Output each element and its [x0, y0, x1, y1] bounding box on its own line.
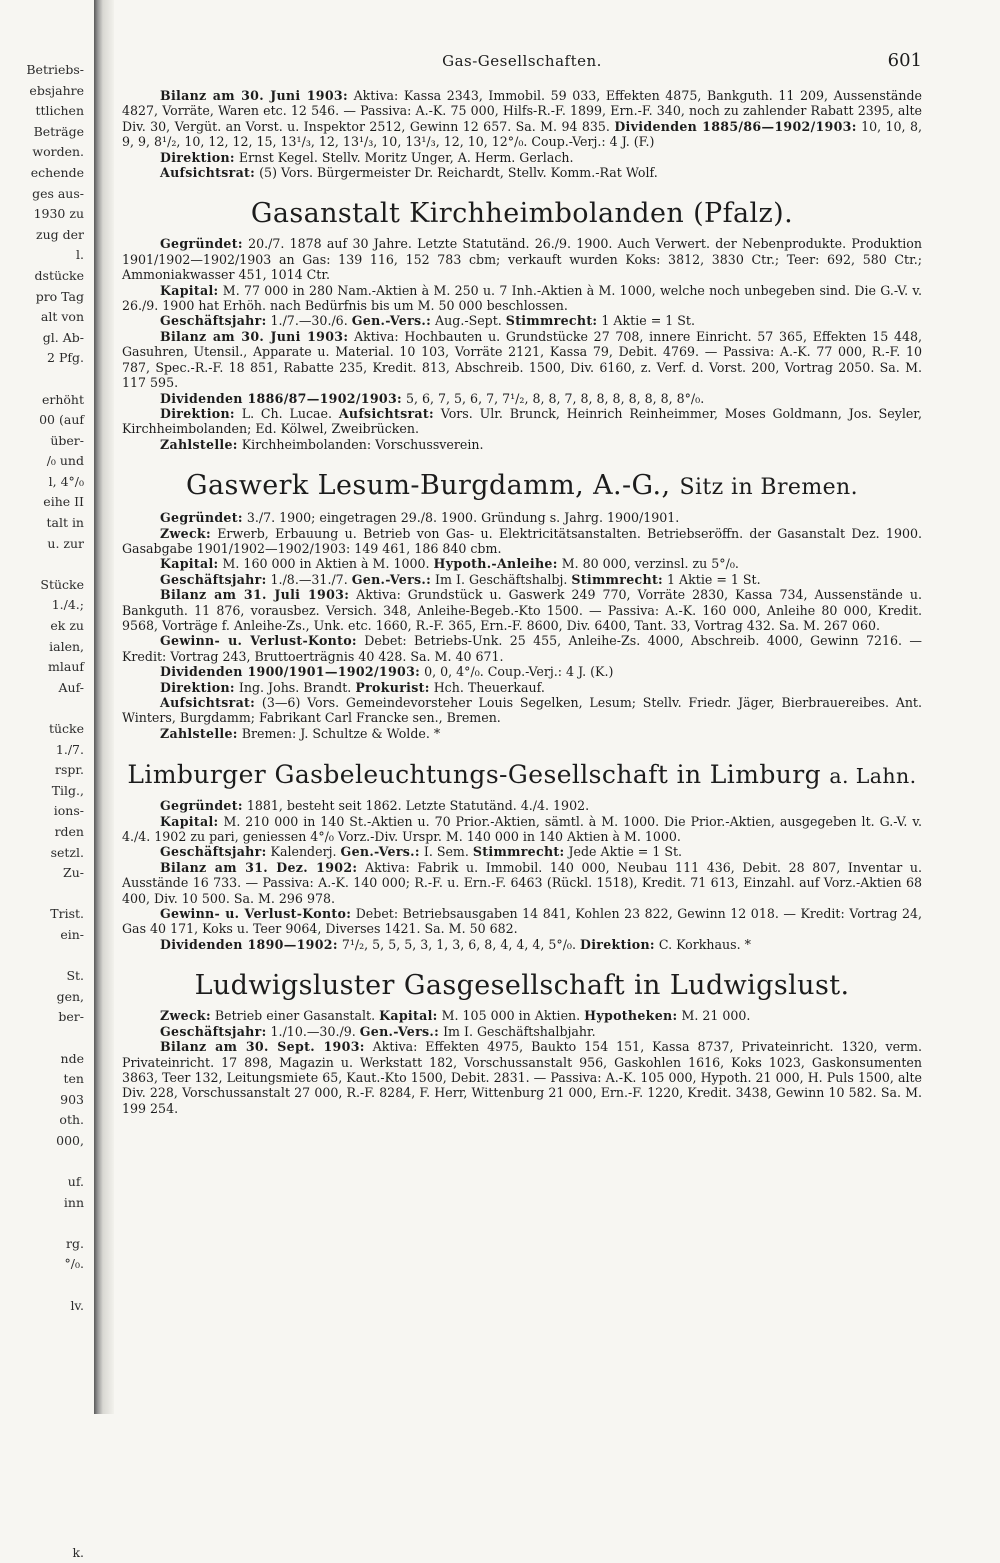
gutter-line: 1./7. — [55, 741, 84, 757]
text: Aktiva: Effekten 4975, Baukto 154 151, Kassa 8737, Privateinricht. 1320, verm. Privateinricht. 17 898, Magazin u. Werkstatt 182, Vorschussanstalt 956, Gaskohlen 1616, Koks 1023, Gaskonsumenten 3863, Teer 132, Leitungsmiete 65, Kaut.-Kto 1500, Debit. 2831. — Passiva: A.-K. 105 000, Hypoth. 21 000, H. Puls 1500, alte Div. 228, Vorschussanstalt 27 000, R.-F. 8284, F. Herr, Wittenburg 21 000, Ern.-F. 1220, Kredit. 3438, Gewinn 10 582. Sa. M. 199 254. — [122, 1039, 922, 1116]
gutter-line: worden. — [32, 144, 84, 160]
label: Hypoth.-Anleihe: — [433, 556, 558, 572]
gutter-line: oth. — [59, 1112, 84, 1128]
label: Dividenden 1885/86—1902/1903: — [614, 118, 857, 134]
gutter-line: über- — [50, 432, 84, 448]
title-main: Limburger Gasbeleuchtungs-Gesellschaft in Limburg — [127, 760, 821, 790]
c2-gegruendet — [122, 510, 922, 525]
gutter-line: echende — [30, 164, 84, 180]
gutter-line — [0, 946, 84, 967]
text: Ing. Johs. Brandt. — [238, 679, 352, 695]
text: Kalenderj. — [270, 844, 337, 860]
gutter-line: 2 Pfg. — [47, 350, 84, 366]
label: Dividenden 1890—1902: — [160, 936, 338, 952]
label: Gewinn- u. Verlust-Konto: — [160, 906, 352, 922]
c2-aufsichtsrat — [122, 695, 922, 726]
c3-kapital — [122, 814, 922, 845]
page-number: 601 — [887, 50, 922, 71]
gutter-line: Auf- — [58, 679, 84, 695]
text: M. 80 000, verzinsl. zu 5°/₀. — [561, 556, 739, 572]
gutter-line: °/₀. — [64, 1256, 84, 1272]
text: Betrieb einer Gasanstalt. — [214, 1008, 376, 1024]
gutter-line: gen, — [56, 988, 84, 1004]
label: Gegründet: — [160, 510, 243, 526]
text: (5) Vors. Bürgermeister Dr. Reichardt, Stellv. Komm.-Rat Wolf. — [259, 165, 658, 181]
gutter-line: rden — [54, 823, 84, 839]
text: Jede Aktie = 1 St. — [568, 844, 683, 860]
gutter-line: lv. — [70, 1297, 84, 1313]
text: 7¹/₂, 5, 5, 5, 3, 1, 3, 6, 8, 4, 4, 4, 5°/₀. — [341, 936, 576, 952]
label: Zahlstelle: — [160, 436, 238, 452]
gutter-line: eihe II — [43, 494, 84, 510]
c4-geschaeftsjahr — [122, 1024, 922, 1039]
gutter-line: ber- — [58, 1009, 84, 1025]
gutter-line: mlauf — [48, 659, 84, 675]
label: Stimmrecht: — [571, 571, 664, 587]
label: Aufsichtsrat: — [338, 405, 434, 421]
label: Bilanz am 30. Sept. 1903: — [160, 1039, 365, 1055]
gutter-line: setzl. — [50, 844, 84, 860]
label: Zahlstelle: — [160, 725, 238, 741]
company-title-kirchheimbolanden: Gasanstalt Kirchheimbolanden (Pfalz). — [250, 198, 794, 230]
gutter-line: Tilg., — [51, 782, 84, 798]
text: M. 105 000 in Aktien. — [441, 1008, 581, 1024]
gutter-line: nde — [60, 1050, 84, 1066]
title-main: Gaswerk Lesum-Burgdamm, A.-G., — [186, 470, 671, 502]
gutter-line: 1./4.; — [51, 597, 84, 613]
text: Aktiva: Grundstück u. Gaswerk 249 770, Vorräte 2830, Kassa 734, Aussenstände u. Bankguth. 11 876, vorausbez. Versich. 348, Anleihe-Begeb.-Kto 1500. — Passiva: A.-K. 160 000, Anleihe 80 000, Kredit. 9568, Vorträge f. Anleihe-Zs., Unk. etc. 1660, R.-F. 365, Ern.-F. 8600, Div. 6400, Tant. 33, Vortrag 432. Sa. M. 267 060. — [122, 587, 922, 633]
label: Hypotheken: — [584, 1008, 678, 1024]
label: Bilanz am 30. Juni 1903: — [160, 328, 349, 344]
text: 0, 0, 4°/₀. Coup.-Verj.: 4 J. (K.) — [424, 664, 614, 680]
gutter-line: erhöht — [41, 391, 84, 407]
title-sub: a. Lahn. — [829, 764, 917, 789]
text: 20./7. 1878 auf 30 Jahre. Letzte Statutänd. 26./9. 1900. Auch Verwert. der Nebenprodukte. Produktion 1901/1902—1902/1903 an Gas: 139 116, 152 783 cbm; verkauft wurden Koks: 3812, 3830 Ctr.; Teer: 692, 580 Ctr.; Ammoniakwasser 451, 1014 Ctr. — [122, 236, 922, 283]
gutter-line: l, 4°/₀ — [48, 473, 84, 489]
label: Bilanz am 31. Juli 1903: — [160, 587, 350, 603]
label: Bilanz am 30. Juni 1903: — [160, 88, 348, 103]
gutter-line: inn — [63, 1194, 84, 1210]
company-title-limburger — [122, 759, 922, 792]
gutter-line: ek zu — [50, 618, 84, 634]
gutter-line: St. — [66, 968, 84, 984]
c1-gegruendet — [122, 236, 922, 282]
c3-geschaeftsjahr — [122, 844, 922, 859]
gutter-line: Trist. — [50, 906, 84, 922]
gutter-line — [0, 1378, 84, 1399]
gutter-line: k. — [72, 1544, 84, 1560]
label: Gen.-Vers.: — [359, 1023, 440, 1039]
text: M. 21 000. — [681, 1008, 751, 1024]
text: 10, 10, 8, 9, 9, 8¹/₂, 10, 12, 12, 15, 13¹/₃, 12, 13¹/₃, 10, 13¹/₃, 12, 10, 12°/₀. Coup.-Verj.: 4 J. (F.) — [122, 118, 922, 150]
gutter-line — [0, 1151, 84, 1172]
text: 1881, besteht seit 1862. Letzte Statutänd. 4./4. 1902. — [246, 798, 590, 814]
text: Bremen: J. Schultze & Wolde. * — [241, 725, 441, 741]
text: 5, 6, 7, 5, 6, 7, 7¹/₂, 8, 8, 7, 8, 8, 8, 8, 8, 8, 8°/₀. — [405, 390, 705, 406]
company-title-ludwigsluster: Ludwigsluster Gasgesellschaft in Ludwigslust. — [194, 970, 850, 1002]
running-header — [122, 48, 922, 88]
label: Kapital: — [160, 813, 219, 829]
gutter-line: rspr. — [55, 762, 84, 778]
text: Erwerb, Erbauung u. Betrieb von Gas- u. Elektricitätsanstalten. Betriebseröffn. der Gasanstalt Dez. 1900. Gasabgabe 1901/1902—1902/1903: 149 461, 186 840 cbm. — [122, 525, 922, 556]
gutter-line: ein- — [60, 926, 84, 942]
text: Kirchheimbolanden: Vorschussverein. — [241, 436, 484, 452]
c2-dividenden — [122, 664, 922, 679]
gutter-line — [0, 1399, 84, 1420]
text: 1./7.—30./6. — [270, 313, 348, 329]
text: Aktiva: Fabrik u. Immobil. 140 000, Neubau 111 436, Debit. 28 807, Inventar u. Ausstände 16 733. — Passiva: A.-K. 140 000; R.-F. u. Ern.-F. 6463 (Rückl. 1518), Kredit. 71 613, Einzahl. auf Vorz.-Aktien 68 400, Div. 10 500. Sa. M. 296 978. — [122, 859, 922, 906]
c1-dividenden — [122, 391, 922, 406]
gutter-line — [0, 1440, 84, 1461]
gutter-line: uf. — [67, 1174, 84, 1190]
label: Gen.-Vers.: — [351, 571, 432, 587]
gutter-line — [0, 1275, 84, 1296]
label: Gegründet: — [160, 236, 243, 252]
gutter-line: ges aus- — [32, 185, 84, 201]
text: Aktiva: Kassa 2343, Immobil. 59 033, Effekten 4875, Bankguth. 11 209, Aussenstände 4827, Vorräte, Waren etc. 12 546. — Passiva: A.-K. 75 000, Hilfs-R.-F. 1899, Ern.-F. 340, noch zu zahlender Rabatt 2395, alte Div. 30, Vergüt. an Vorst. u. Inspektor 2512, Gewinn 12 657. Sa. M. 94 835. — [122, 88, 923, 134]
gutter-line — [0, 1028, 84, 1049]
gutter-line — [0, 1502, 84, 1523]
text: 1 Aktie = 1 St. — [667, 571, 761, 587]
gutter-line: Betriebs- — [26, 62, 84, 77]
c1-bilanz — [122, 329, 922, 391]
label: Geschäftsjahr: — [160, 313, 267, 329]
label: Kapital: — [379, 1008, 438, 1024]
label: Geschäftsjahr: — [160, 1023, 267, 1039]
label: Geschäftsjahr: — [160, 571, 267, 587]
company-title-lesum-burgdamm — [122, 470, 922, 504]
c2-kapital — [122, 556, 922, 571]
gutter-line: gl. Ab- — [42, 329, 84, 345]
text: (3—6) Vors. Gemeindevorsteher Louis Segelken, Lesum; Stellv. Friedr. Jäger, Bierbrauereibes. Ant. Winters, Burgdamm; Fabrikant Carl Francke sen., Bremen. — [122, 695, 922, 726]
gutter-line — [0, 1481, 84, 1502]
label: Geschäftsjahr: — [160, 844, 267, 860]
text: Debet: Betriebsausgaben 14 841, Kohlen 23 822, Gewinn 12 018. — Kredit: Vortrag 24, Gas 40 171, Koks u. Teer 9064, Diverses 1421. Sa. M. 50 682. — [122, 906, 922, 937]
gutter-line: dstücke — [34, 267, 84, 283]
title-sub: Sitz in Bremen. — [679, 475, 858, 501]
gutter-line: ions- — [53, 803, 84, 819]
c3-dividenden — [122, 937, 922, 952]
running-title: Gas-Gesellschaften. — [442, 52, 602, 70]
text: Vors. Ulr. Brunck, Heinrich Reinheimmer, Moses Goldmann, Jos. Seyler, Kirchheimbolanden; Ed. Kölwel, Zweibrücken. — [122, 405, 922, 437]
label: Direktion: — [160, 405, 235, 421]
gutter-line: pro Tag — [35, 288, 84, 304]
gutter-line: ttlichen — [35, 103, 84, 119]
gutter-line — [0, 698, 84, 719]
label: Gen.-Vers.: — [340, 844, 420, 860]
gutter-line: l. — [76, 247, 84, 263]
label: Direktion: — [580, 936, 655, 952]
c1-direktion — [122, 406, 922, 437]
c3-bilanz — [122, 860, 922, 906]
label: Gen.-Vers.: — [351, 313, 432, 329]
text: M. 77 000 in 280 Nam.-Aktien à M. 250 u. 7 Inh.-Aktien à M. 1000, welche noch unbegeben sind. Die G.-V. v. 26./9. 1900 hat Erhöh. nach Bedürfnis bis um M. 50 000 beschlossen. — [122, 282, 922, 314]
label: Aufsichtsrat: — [160, 695, 256, 710]
prev-direktion — [122, 150, 922, 165]
text: M. 210 000 in 140 St.-Aktien u. 70 Prior.-Aktien, sämtl. à M. 1000. Die Prior.-Aktien, ausgegeben lt. G.-V. v. 4./4. 1902 zu pari, geniessen 4°/₀ Vorz.-Div. Urspr. M. 140 000 in 140 Aktien à M. 1000. — [122, 813, 922, 845]
text: 3./7. 1900; eingetragen 29./8. 1900. Gründung s. Jahrg. 1900/1901. — [246, 510, 680, 526]
label: Zweck: — [160, 1008, 211, 1024]
gutter-line: ten — [63, 1071, 84, 1087]
c3-gegruendet — [122, 798, 922, 813]
gutter-line: 00 (auf — [39, 412, 84, 428]
c2-zahlstelle — [122, 726, 922, 741]
gutter-line — [0, 884, 84, 905]
label: Dividenden 1886/87—1902/1903: — [160, 390, 402, 406]
gutter-line: zug der — [36, 226, 84, 242]
gutter-line — [0, 1337, 84, 1358]
label: Zweck: — [160, 525, 211, 541]
gutter-line — [0, 1522, 84, 1543]
text: 1 Aktie = 1 St. — [601, 313, 695, 329]
gutter-line — [0, 1316, 84, 1337]
gutter-line: 1930 zu — [33, 206, 84, 222]
gutter-line: Stücke — [40, 576, 84, 592]
prev-bilanz — [122, 88, 922, 150]
gutter-line: alt von — [40, 309, 84, 325]
gutter-line: rg. — [66, 1235, 84, 1251]
label: Kapital: — [160, 556, 219, 572]
text: L. Ch. Lucae. — [241, 405, 332, 421]
previous-page-margin — [0, 60, 92, 1560]
c4-bilanz — [122, 1039, 922, 1116]
c1-zahlstelle — [122, 437, 922, 452]
gutter-line — [0, 1419, 84, 1440]
text: Im I. Geschäftshalbj. — [435, 571, 568, 587]
text: M. 160 000 in Aktien à M. 1000. — [222, 556, 430, 572]
c1-kapital — [122, 283, 922, 314]
gutter-line — [0, 1357, 84, 1378]
gutter-line — [0, 369, 84, 390]
c2-gewinn-verlust — [122, 633, 922, 664]
label: Direktion: — [160, 679, 235, 695]
c1-geschaeftsjahr — [122, 313, 922, 328]
text: Hch. Theuerkauf. — [433, 679, 545, 695]
text: Aktiva: Hochbauten u. Grundstücke 27 708, innere Einricht. 57 365, Effekten 15 448, Gasuhren, Utensil., Apparate u. Material. 10 103, Vorräte 2121, Kassa 79, Debit. 4769. — Passiva: A.-K. 77 000, R.-F. 10 787, Spec.-R.-F. 18 851, Rabatte 235, Kredit. 813, Abschreib. 1500, Div. 6160, z. Verf. d. Vorst. 200, Vortrag 2050. Sa. M. 117 595. — [122, 328, 922, 391]
label: Stimmrecht: — [472, 844, 565, 860]
label: Bilanz am 31. Dez. 1902: — [160, 859, 358, 875]
text: I. Sem. — [423, 844, 469, 860]
text: C. Korkhaus. * — [658, 936, 751, 952]
gutter-line: 903 — [60, 1091, 84, 1107]
text: Ernst Kegel. Stellv. Moritz Unger, A. Herm. Gerlach. — [238, 149, 574, 165]
gutter-line: ialen, — [49, 638, 84, 654]
text: Aug.-Sept. — [435, 313, 502, 329]
c4-zweck — [122, 1008, 922, 1023]
gutter-line — [0, 554, 84, 575]
c2-bilanz — [122, 587, 922, 633]
text: Im I. Geschäftshalbjahr. — [443, 1023, 596, 1039]
label: Gegründet: — [160, 798, 243, 814]
gutter-line: Beträge — [33, 123, 84, 139]
c2-zweck — [122, 526, 922, 557]
text: 1./10.—30./9. — [270, 1023, 356, 1039]
c2-direktion — [122, 680, 922, 695]
page-fold-shadow — [94, 0, 114, 1414]
c2-geschaeftsjahr — [122, 572, 922, 587]
gutter-line: /₀ und — [46, 453, 84, 469]
label: Dividenden 1900/1901—1902/1903: — [160, 664, 421, 680]
text: Debet: Betriebs-Unk. 25 455, Anleihe-Zs. 4000, Abschreib. 4000, Gewinn 7216. — Kredit: Vortrag 243, Bruttoerträgnis 40 428. Sa. M. 40 671. — [122, 633, 922, 664]
gutter-line: tücke — [48, 721, 84, 736]
gutter-line: u. zur — [47, 535, 84, 551]
label: Prokurist: — [355, 679, 430, 695]
gutter-line: Zu- — [63, 865, 84, 881]
gutter-line: 000, — [56, 1132, 84, 1148]
page — [122, 48, 922, 1388]
prev-aufsichtsrat — [122, 165, 922, 180]
label: Kapital: — [160, 282, 219, 298]
label: Aufsichtsrat: — [160, 165, 256, 181]
gutter-line: ebsjahre — [29, 82, 84, 98]
gutter-line — [0, 1213, 84, 1234]
c3-gewinn-verlust — [122, 906, 922, 937]
gutter-line: talt in — [46, 515, 84, 531]
gutter-line — [0, 1460, 84, 1481]
label: Gewinn- u. Verlust-Konto: — [160, 633, 357, 649]
label: Stimmrecht: — [505, 313, 598, 329]
label: Direktion: — [160, 149, 235, 165]
text: 1./8.—31./7. — [270, 571, 348, 587]
